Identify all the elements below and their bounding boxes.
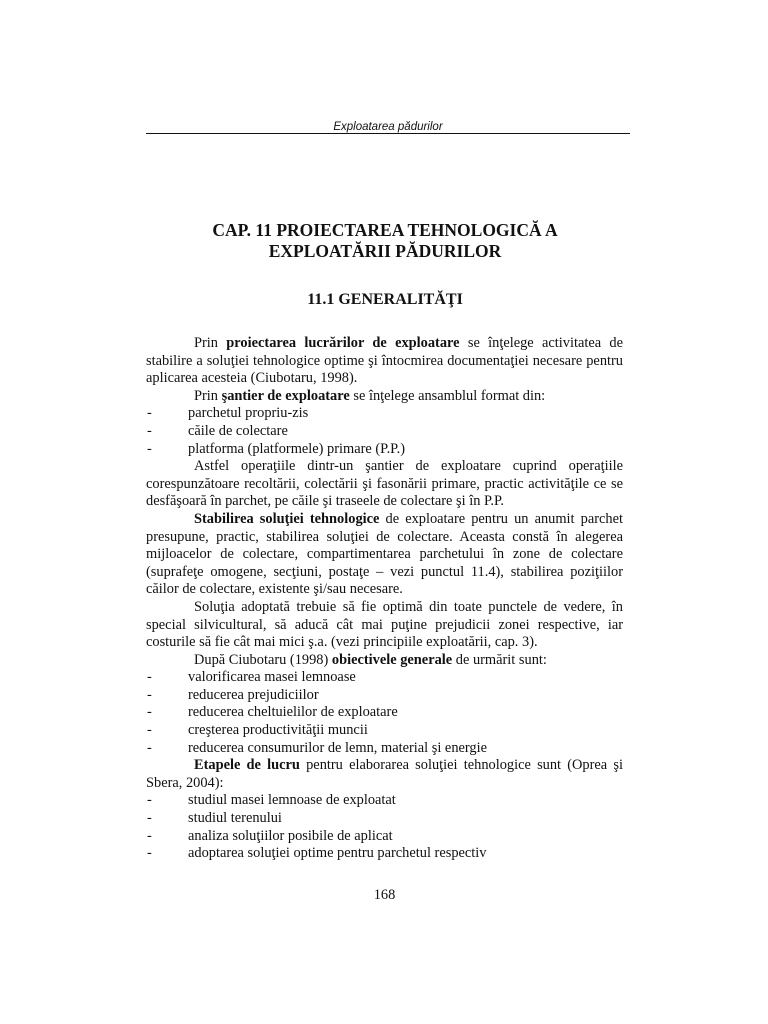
paragraph-operations: Astfel operaţiile dintr-un şantier de exploatare cuprind operaţiile corespunzătoare recoltării, colectării şi fasonării primare, practic activităţile ce se desfăşoară în parchet, pe căile şi traseele de colectare şi în P.P.: [146, 458, 623, 510]
list-item-text: analiza soluţiilor posibile de aplicat: [188, 827, 393, 844]
bullet-dash: -: [147, 810, 152, 827]
list-item: [146, 810, 623, 828]
text-run: Prin: [194, 335, 227, 351]
body-text: [146, 335, 623, 863]
list-item-text: adoptarea soluţiei optime pentru parchetul respectiv: [188, 845, 487, 862]
list-item: [146, 704, 623, 722]
list-item-text: valorificarea masei lemnoase: [188, 669, 356, 686]
page-number: 168: [373, 887, 396, 903]
list-item: [146, 405, 623, 423]
work-stages-list: [146, 792, 623, 862]
list-item-text: reducerea consumurilor de lemn, material şi energie: [188, 739, 488, 756]
paragraph-technological-solution: [146, 511, 623, 599]
list-item: [146, 669, 623, 687]
list-item-text: creşterea productivităţii muncii: [188, 722, 368, 739]
list-item-text: căile de colectare: [188, 422, 288, 439]
text-run: După Ciubotaru (1998): [194, 651, 332, 668]
list-item: [146, 441, 623, 459]
bold-term: proiectarea lucrărilor de exploatare: [226, 335, 460, 351]
bullet-dash: -: [147, 686, 152, 703]
list-item-text: reducerea cheltuielilor de exploatare: [188, 704, 398, 721]
bold-term: şantier de exploatare: [221, 387, 350, 404]
chapter-title-line-2: EXPLOATĂRII PĂDURILOR: [268, 241, 502, 261]
bullet-dash: -: [147, 704, 152, 721]
list-item-text: platforma (platformele) primare (P.P.): [188, 440, 405, 457]
list-item: [146, 845, 623, 863]
chapter-title-line-1: CAP. 11 PROIECTAREA TEHNOLOGICĂ A: [212, 220, 558, 240]
bullet-dash: -: [147, 405, 152, 422]
list-item-text: parchetul propriu-zis: [188, 405, 309, 422]
section-title: 11.1 GENERALITĂŢI: [307, 291, 463, 308]
running-header: Exploatarea pădurilor: [333, 121, 443, 133]
list-item: [146, 722, 623, 740]
list-item-text: studiul masei lemnoase de exploatat: [188, 792, 396, 809]
bold-term: Stabilirea soluţiei tehnologice: [194, 510, 380, 527]
paragraph-definition-site: [146, 388, 623, 406]
paragraph-work-stages: [146, 757, 623, 792]
bullet-dash: -: [147, 792, 152, 809]
header-rule: [146, 133, 630, 134]
list-item-text: reducerea prejudiciilor: [188, 686, 319, 703]
text-run: pentru elaborarea soluţiei tehnologice sunt (Oprea şi Sbera, 2004):: [146, 757, 623, 791]
chapter-title: [130, 220, 640, 262]
text-run: se înţelege ansamblul format din:: [349, 387, 546, 404]
text-run: Prin: [194, 387, 222, 404]
paragraph-definition-design: [146, 335, 623, 388]
bullet-dash: -: [147, 422, 152, 439]
paragraph-optimal-solution: Soluţia adoptată trebuie să fie optimă din toate punctele de vedere, în special silvicultural, să aducă cât mai puţine prejudicii zonei respective, iar costurile să fie cât mai mici ş.a. (vezi principiile exploatării, cap. 3).: [146, 598, 623, 651]
bold-term: obiectivele generale: [331, 651, 453, 668]
bullet-dash: -: [147, 722, 152, 739]
paragraph-objectives: [146, 652, 623, 670]
list-item-text: studiul terenului: [188, 810, 282, 827]
bullet-dash: -: [147, 827, 152, 844]
list-item: [146, 423, 623, 441]
bullet-dash: -: [147, 845, 152, 862]
text-run: de urmărit sunt:: [452, 651, 547, 668]
list-item: [146, 687, 623, 705]
bullet-dash: -: [147, 440, 152, 457]
list-item: [146, 828, 623, 846]
bold-term: Etapele de lucru: [194, 757, 300, 774]
text-run: se înţelege activitatea de stabilire a soluţiei tehnologice optime şi întocmirea documentaţiei necesare pentru aplicarea acesteia (Ciubotaru, 1998).: [146, 335, 623, 387]
bullet-dash: -: [147, 739, 152, 756]
list-item: [146, 792, 623, 810]
text-run: de exploatare pentru un anumit parchet presupune, practic, stabilirea soluţiei de colectare. Aceasta constă în alegerea mijloacelor de colectare, compartimentarea parchetului în zone de colectare (suprafeţe omogene, secţiuni, postaţe – vezi punctul 11.4), stabilirea poziţiilor căilor de colectare, existente şi/sau necesare.: [146, 510, 623, 598]
list-item: [146, 740, 623, 758]
objectives-list: [146, 669, 623, 757]
site-components-list: [146, 405, 623, 458]
bullet-dash: -: [147, 669, 152, 686]
